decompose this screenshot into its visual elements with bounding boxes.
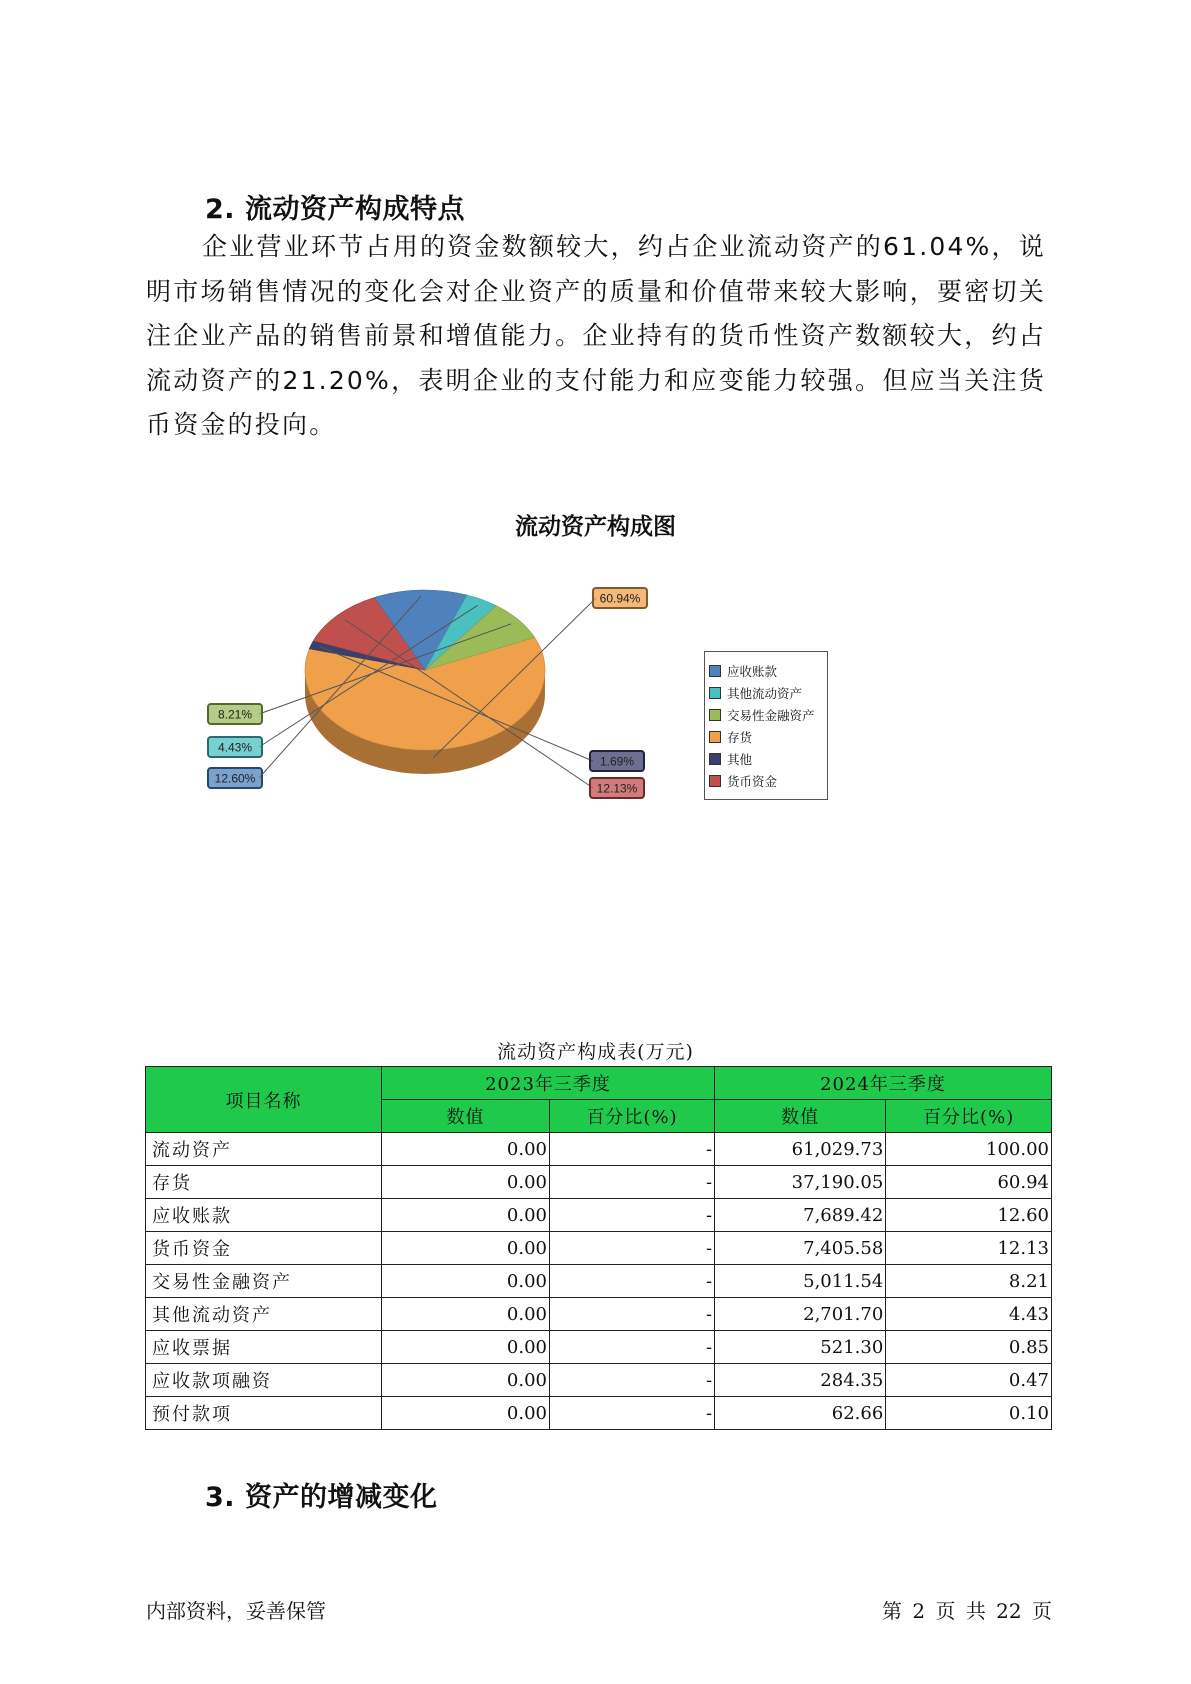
table-row — [146, 1199, 1052, 1232]
table-caption: 流动资产构成表(万元) — [497, 1041, 694, 1063]
table-row — [146, 1364, 1052, 1397]
chart-title: 流动资产构成图 — [515, 514, 676, 540]
footer-note: 内部资料，妥善保管 — [146, 1599, 326, 1623]
row-label: 货币资金 — [146, 1232, 382, 1265]
legend-item — [705, 704, 827, 726]
cell-value: 0.47 — [886, 1364, 1052, 1397]
legend-swatch — [709, 665, 721, 677]
legend-label: 货币资金 — [727, 774, 778, 789]
page-number: 第 2 页 共 22 页 — [882, 1599, 1052, 1623]
row-label: 存货 — [146, 1166, 382, 1199]
legend-swatch — [709, 731, 721, 743]
legend-label: 其他 — [727, 752, 753, 767]
legend-item — [705, 748, 827, 770]
cell-value: - — [549, 1133, 714, 1166]
row-label: 应收票据 — [146, 1331, 382, 1364]
cell-value: 284.35 — [715, 1364, 886, 1397]
cell-value: 0.00 — [381, 1298, 549, 1331]
row-label: 交易性金融资产 — [146, 1265, 382, 1298]
cell-value: 0.00 — [381, 1265, 549, 1298]
cell-value: 100.00 — [886, 1133, 1052, 1166]
table-row — [146, 1265, 1052, 1298]
table-row — [146, 1298, 1052, 1331]
cell-value: - — [549, 1199, 714, 1232]
cell-value: - — [549, 1265, 714, 1298]
header-value-2: 数值 — [715, 1100, 886, 1133]
current-assets-table — [145, 1066, 1052, 1430]
data-label: 4.43% — [217, 740, 253, 755]
cell-value: 0.00 — [381, 1133, 549, 1166]
header-pct-1: 百分比(%) — [549, 1100, 714, 1133]
cell-value: 0.85 — [886, 1331, 1052, 1364]
header-period-2: 2024年三季度 — [715, 1067, 1052, 1100]
cell-value: 12.13 — [886, 1232, 1052, 1265]
cell-value: 60.94 — [886, 1166, 1052, 1199]
legend-item — [705, 726, 827, 748]
row-label: 应收款项融资 — [146, 1364, 382, 1397]
row-label: 应收账款 — [146, 1199, 382, 1232]
legend-item — [705, 682, 827, 704]
cell-value: 62.66 — [715, 1397, 886, 1430]
table-row — [146, 1232, 1052, 1265]
legend-swatch — [709, 709, 721, 721]
header-item-name: 项目名称 — [146, 1067, 382, 1133]
header-period-1: 2023年三季度 — [381, 1067, 714, 1100]
cell-value: - — [549, 1397, 714, 1430]
chart-legend — [704, 651, 828, 800]
table-row — [146, 1166, 1052, 1199]
legend-label: 应收账款 — [727, 664, 778, 679]
cell-value: 61,029.73 — [715, 1133, 886, 1166]
cell-value: 0.00 — [381, 1166, 549, 1199]
cell-value: 0.00 — [381, 1331, 549, 1364]
cell-value: - — [549, 1232, 714, 1265]
cell-value: 0.00 — [381, 1364, 549, 1397]
legend-label: 其他流动资产 — [727, 686, 803, 701]
cell-value: 7,689.42 — [715, 1199, 886, 1232]
legend-label: 存货 — [727, 730, 753, 745]
legend-swatch — [709, 753, 721, 765]
cell-value: 5,011.54 — [715, 1265, 886, 1298]
row-label: 预付款项 — [146, 1397, 382, 1430]
cell-value: 0.00 — [381, 1232, 549, 1265]
legend-swatch — [709, 775, 721, 787]
cell-value: 0.00 — [381, 1199, 549, 1232]
legend-item — [705, 660, 827, 682]
cell-value: 0.10 — [886, 1397, 1052, 1430]
data-label: 12.60% — [214, 771, 256, 786]
cell-value: 12.60 — [886, 1199, 1052, 1232]
cell-value: 37,190.05 — [715, 1166, 886, 1199]
cell-value: - — [549, 1298, 714, 1331]
data-label: 1.69% — [599, 754, 635, 769]
row-label: 其他流动资产 — [146, 1298, 382, 1331]
section-heading-2: 2. 流动资产构成特点 — [205, 194, 465, 225]
cell-value: 0.00 — [381, 1397, 549, 1430]
table-row — [146, 1133, 1052, 1166]
cell-value: - — [549, 1331, 714, 1364]
table-row — [146, 1397, 1052, 1430]
legend-item — [705, 770, 827, 792]
data-label: 60.94% — [599, 591, 641, 606]
cell-value: - — [549, 1166, 714, 1199]
data-label: 8.21% — [217, 707, 253, 722]
cell-value: 7,405.58 — [715, 1232, 886, 1265]
data-label: 12.13% — [596, 781, 638, 796]
legend-swatch — [709, 687, 721, 699]
header-value-1: 数值 — [381, 1100, 549, 1133]
table-row — [146, 1331, 1052, 1364]
paragraph-text: 企业营业环节占用的资金数额较大，约占企业流动资产的61.04%，说明市场销售情况的变化会对企业资产的质量和价值带来较大影响，要密切关注企业产品的销售前景和增值能力。企业持有的货币性资产数额较大，约占流动资产的21.20%，表明企业的支付能力和应变能力较强。但应当关注货币资金的投向。 — [146, 232, 1046, 439]
header-pct-2: 百分比(%) — [886, 1100, 1052, 1133]
row-label: 流动资产 — [146, 1133, 382, 1166]
cell-value: 2,701.70 — [715, 1298, 886, 1331]
cell-value: - — [549, 1364, 714, 1397]
cell-value: 8.21 — [886, 1265, 1052, 1298]
cell-value: 4.43 — [886, 1298, 1052, 1331]
legend-label: 交易性金融资产 — [727, 708, 815, 723]
section-heading-3: 3. 资产的增减变化 — [205, 1482, 438, 1513]
cell-value: 521.30 — [715, 1331, 886, 1364]
